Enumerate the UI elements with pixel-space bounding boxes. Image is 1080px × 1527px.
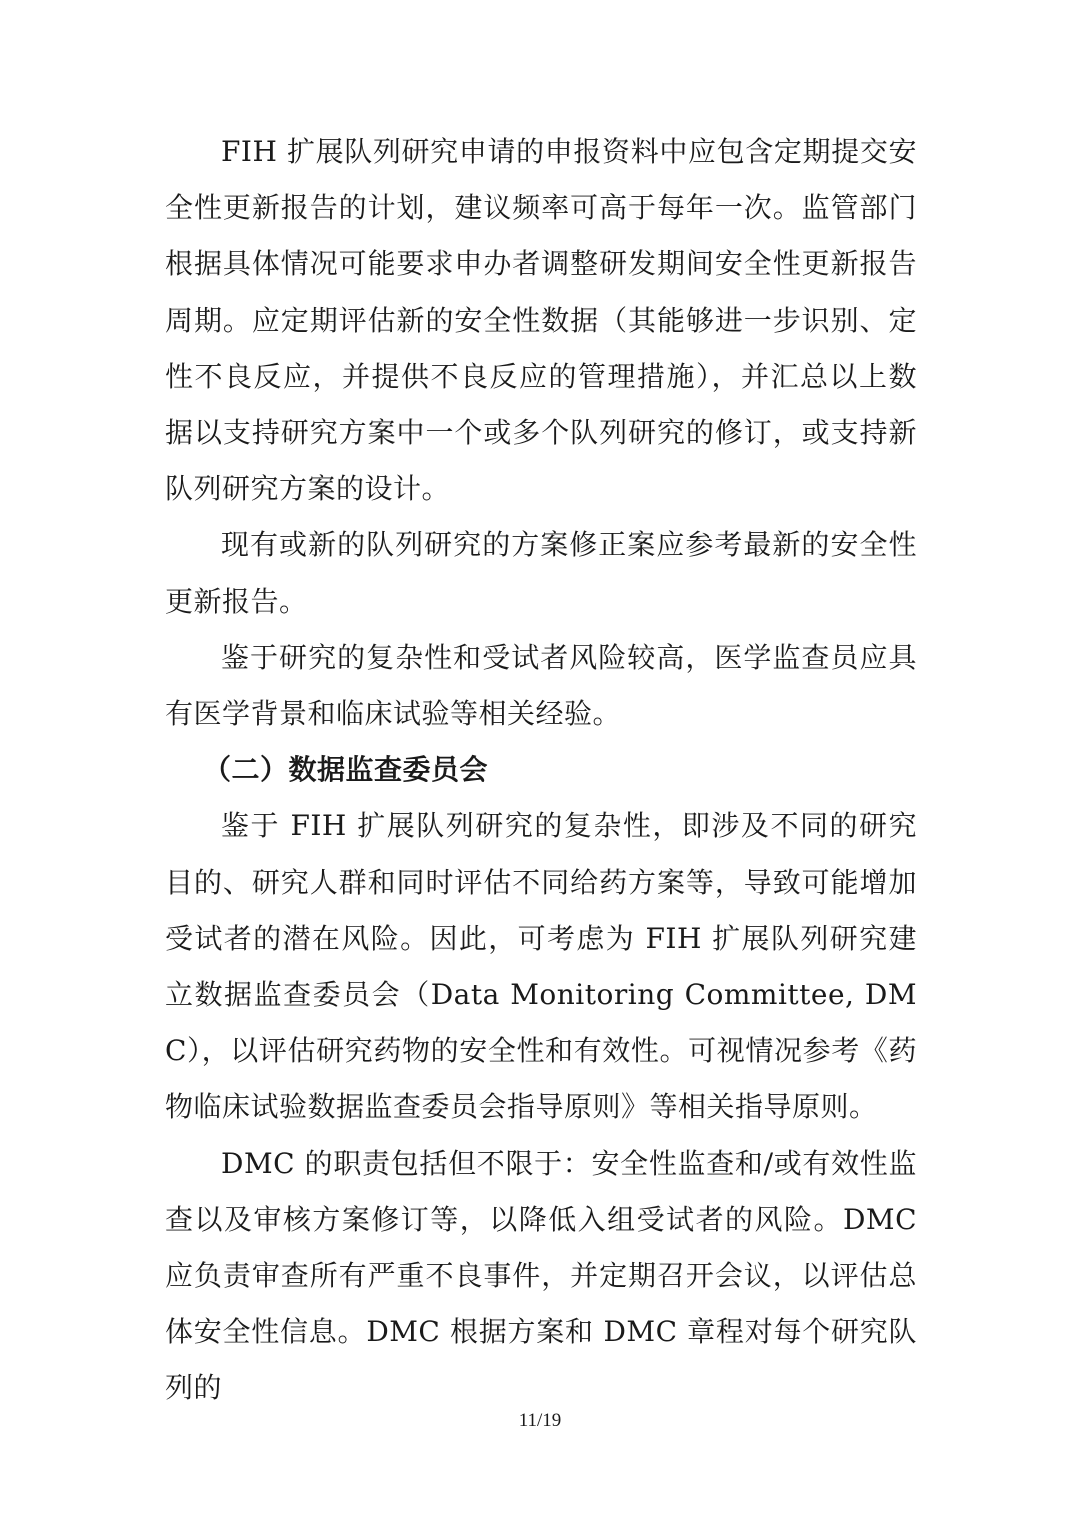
paragraph-protocol-amendment: 现有或新的队列研究的方案修正案应参考最新的安全性更新报告。 — [165, 528, 917, 618]
page-body — [165, 124, 917, 1417]
paragraph-dmc-responsibilities: DMC 的职责包括但不限于：安全性监查和/或有效性监查以及审核方案修订等，以降低入组受试者的风险。DMC 应负责审查所有严重不良事件，并定期召开会议，以评估总体安全性信息。DMC 根据方案和 DMC 章程对每个研究队列的 — [165, 1146, 917, 1405]
page-number: 11/19 — [518, 1410, 562, 1431]
paragraph-dmc-establishment: 鉴于 FIH 扩展队列研究的复杂性，即涉及不同的研究目的、研究人群和同时评估不同给药方案等，导致可能增加受试者的潜在风险。因此，可考虑为 FIH 扩展队列研究建立数据监查委员会（Data Monitoring Committee, DMC），以评估研究药物的安全性和有效性。可视情况参考《药物临床试验数据监查委员会指导原则》等相关指导原则。 — [165, 809, 917, 1124]
paragraph-safety-update-report: FIH 扩展队列研究申请的申报资料中应包含定期提交安全性更新报告的计划，建议频率可高于每年一次。监管部门根据具体情况可能要求申办者调整研发期间安全性更新报告周期。应定期评估新的安全性数据（其能够进一步识别、定性不良反应，并提供不良反应的管理措施），并汇总以上数据以支持研究方案中一个或多个队列研究的修订，或支持新队列研究方案的设计。 — [165, 135, 917, 506]
paragraph-medical-monitor: 鉴于研究的复杂性和受试者风险较高，医学监查员应具有医学背景和临床试验等相关经验。 — [165, 640, 917, 731]
section-heading-dmc: （二）数据监查委员会 — [203, 753, 489, 787]
